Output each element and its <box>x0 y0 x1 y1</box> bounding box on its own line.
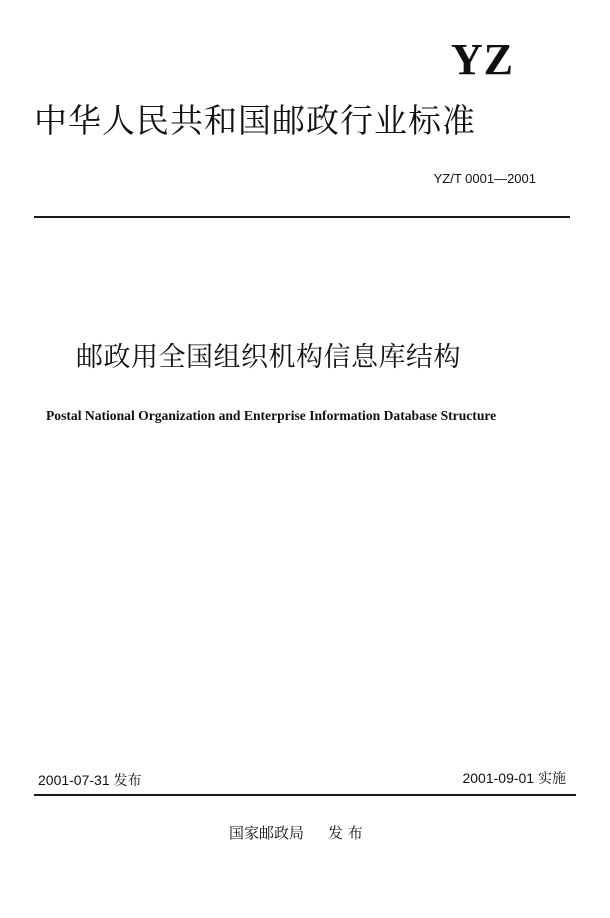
document-title-english: Postal National Organization and Enterprise Information Database Structure <box>46 408 497 423</box>
issue-date: 2001-07-31 发布 <box>38 772 142 788</box>
publish-label: 发 布 <box>328 824 363 842</box>
document-title-chinese: 邮政用全国组织机构信息库结构 <box>76 342 461 373</box>
standard-number: YZ/T 0001—2001 <box>433 171 536 186</box>
footer-divider <box>34 794 576 796</box>
standard-code-logo: YZ <box>450 35 514 84</box>
publisher-name: 国家邮政局 <box>229 824 305 842</box>
publisher-line <box>229 826 363 841</box>
implementation-date: 2001-09-01 实施 <box>462 770 566 786</box>
industry-standard-title: 中华人民共和国邮政行业标准 <box>34 101 476 140</box>
header-divider <box>34 216 570 218</box>
